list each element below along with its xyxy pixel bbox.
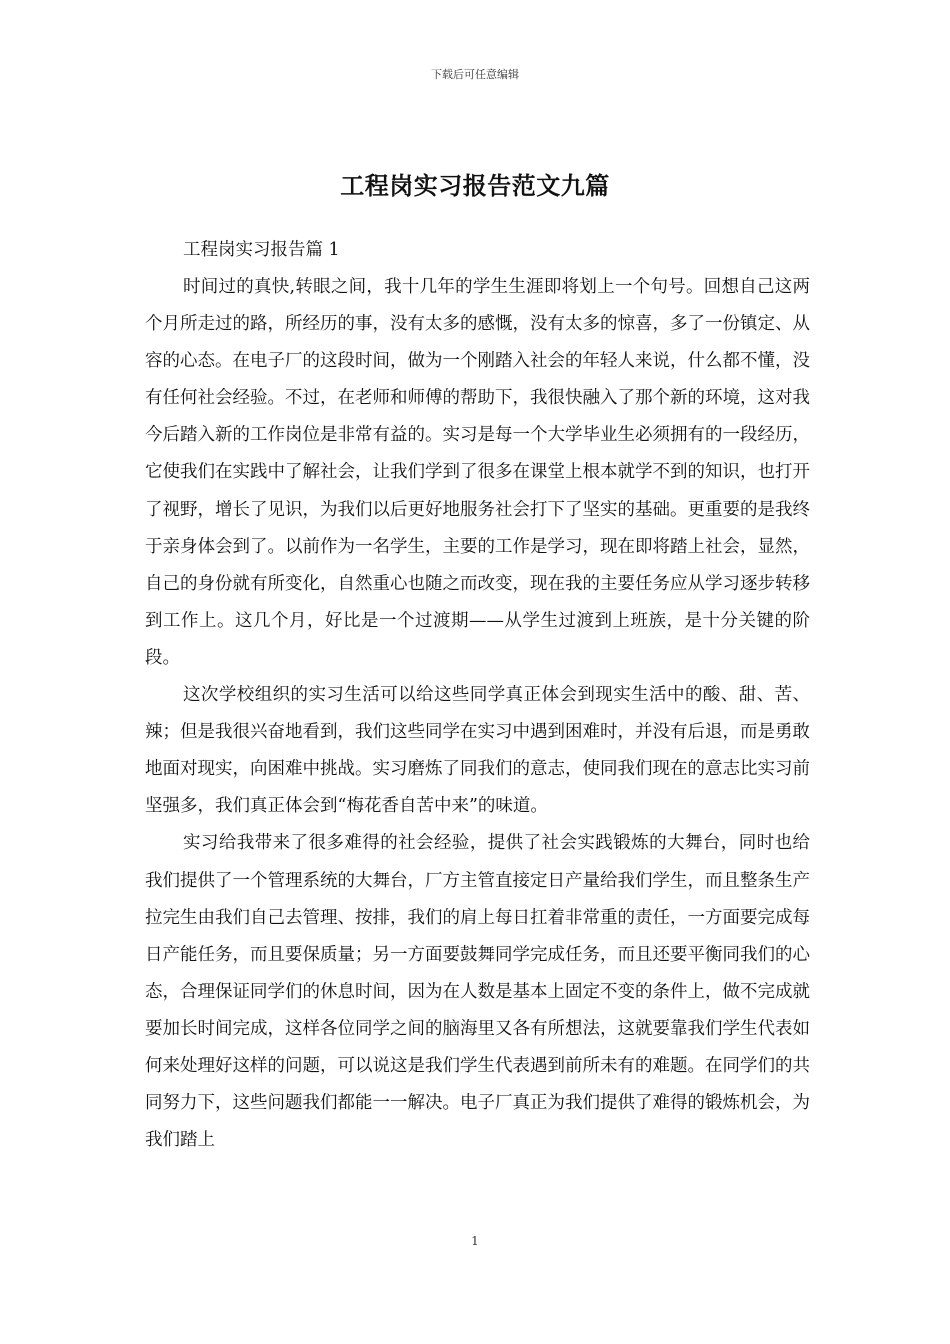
document-body bbox=[145, 232, 810, 1159]
document-title: 工程岗实习报告范文九篇 bbox=[340, 171, 610, 201]
paragraph-3: 实习给我带来了很多难得的社会经验，提供了社会实践锻炼的大舞台，同时也给我们提供了一个管理系统的大舞台，厂方主管直接定日产量给我们学生，而且整条生产拉完生由我们自己去管理、按排，我们的肩上每日扛着非常重的责任，一方面要完成每日产能任务，而且要保质量；另一方面要鼓舞同学完成任务，而且还要平衡同我们的心态，合理保证同学们的休息时间，因为在人数是基本上固定不变的条件上，做不完成就要加长时间完成，这样各位同学之间的脑海里又各有所想法，这就要靠我们学生代表如何来处理好这样的问题，可以说这是我们学生代表遇到前所未有的难题。在同学们的共同努力下，这些问题我们都能一一解决。电子厂真正为我们提供了难得的锻炼机会，为我们踏上 bbox=[145, 833, 810, 1151]
header-note: 下载后可任意编辑 bbox=[431, 68, 519, 81]
paragraph-1: 时间过的真快,转眼之间，我十几年的学生生涯即将划上一个句号。回想自己这两个月所走过的路，所经历的事，没有太多的感慨，没有太多的惊喜，多了一份镇定、从容的心态。在电子厂的这段时间，做为一个刚踏入社会的年轻人来说，什么都不懂，没有任何社会经验。不过，在老师和师傅的帮助下，我很快融入了那个新的环境，这对我今后踏入新的工作岗位是非常有益的。实习是每一个大学毕业生必须拥有的一段经历，它使我们在实践中了解社会，让我们学到了很多在课堂上根本就学不到的知识，也打开了视野，增长了见识，为我们以后更好地服务社会打下了坚实的基础。更重要的是我终于亲身体会到了。以前作为一名学生，主要的工作是学习，现在即将踏上社会，显然，自己的身份就有所变化，自然重心也随之而改变，现在我的主要任务应从学习逐步转移到工作上。这几个月，好比是一个过渡期——从学生过渡到上班族，是十分关键的阶段。 bbox=[145, 277, 810, 668]
section-heading: 工程岗实习报告篇 1 bbox=[183, 240, 340, 260]
paragraph-2: 这次学校组织的实习生活可以给这些同学真正体会到现实生活中的酸、甜、苦、辣；但是我很兴奋地看到，我们这些同学在实习中遇到困难时，并没有后退，而是勇敢地面对现实，向困难中挑战。实习磨炼了同我们的意志，使同我们现在的意志比实习前坚强多，我们真正体会到“梅花香自苦中来”的味道。 bbox=[145, 685, 810, 817]
page-number: 1 bbox=[471, 1234, 479, 1248]
